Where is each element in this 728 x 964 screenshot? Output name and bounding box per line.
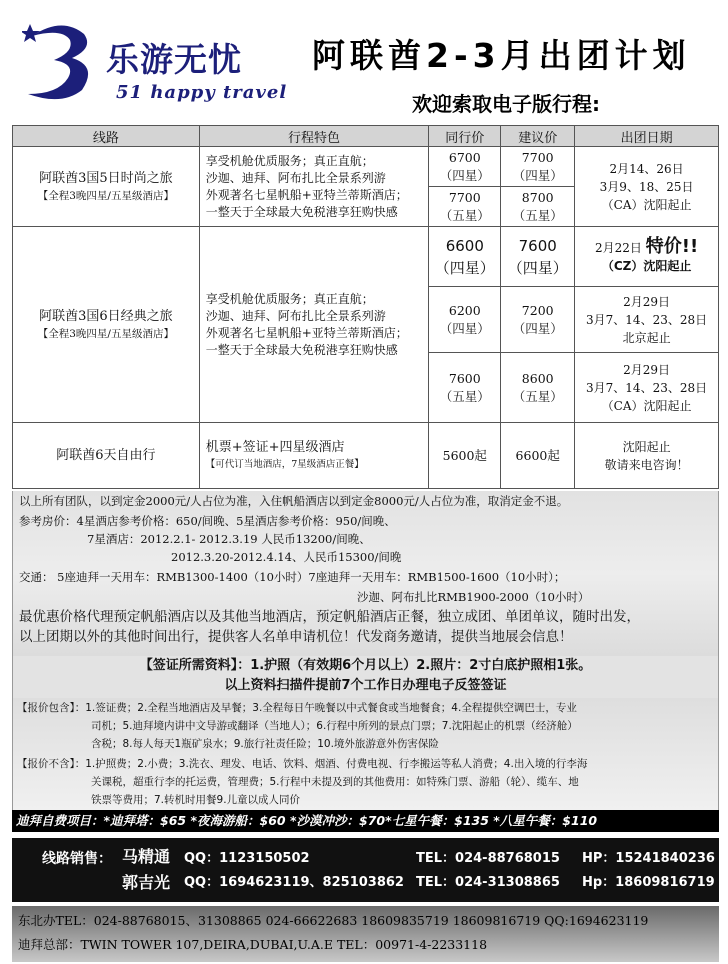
column-header: 同行价 bbox=[429, 126, 501, 147]
route-features bbox=[199, 423, 429, 489]
promo-line: 以上团期以外的其他时间出行，提供客人名单申请机位！代发商务邀请，提供当地展会信息！ bbox=[19, 629, 573, 645]
feature-line: 外观著名七星帆船+亚特兰蒂斯酒店； bbox=[205, 325, 408, 340]
sales-tel: TEL：024-31308865 bbox=[416, 875, 560, 890]
inclusion-line: 【报价包含】：1.签证费；2.全程当地酒店及早餐；3.全程每日午晚餐以中式餐食或当地餐食；4.全程提供空调巴士，专业 bbox=[17, 702, 577, 714]
departure-dates: 沈阳起止 敬请来电咨询！ bbox=[575, 423, 719, 489]
route-name: 阿联酋6天自由行 bbox=[13, 423, 200, 489]
feature-line: 享受机舱优质服务；真正直航； bbox=[205, 291, 374, 306]
feature-line: 【可代订当地酒店，7星级酒店正餐】 bbox=[205, 458, 364, 470]
feature-line: 机票+签证+四星级酒店 bbox=[205, 439, 345, 455]
sales-person-name: 郭吉光 bbox=[122, 873, 171, 892]
suggested-price: 7200 （四星） bbox=[501, 287, 575, 353]
suggested-price: 7600 （四星） bbox=[501, 227, 575, 287]
route-hotel-note: 【全程3晚四星/五星级酒店】 bbox=[37, 327, 174, 340]
sales-hp: Hp：18609816719 bbox=[582, 875, 715, 890]
column-header: 线路 bbox=[13, 126, 200, 147]
optional-items-bar: 迪拜自费项目：*迪拜塔：$65 *夜海游船：$60 *沙漠冲沙：$70*七星午餐：$135 *八星午餐：$110 bbox=[12, 810, 719, 832]
page-subtitle: 欢迎索取电子版行程: bbox=[412, 92, 600, 116]
deposit-note: 以上所有团队，以到定金2000元/人占位为准，入住帆船酒店以到定金8000元/人占位为准，取消定金不退。 bbox=[19, 494, 569, 508]
seven-star-price: 2012.3.20-2012.4.14、人民币15300/间晚 bbox=[171, 550, 402, 564]
sales-label: 线路销售： bbox=[42, 851, 112, 867]
inclusion-line: 含税；8.每人每天1瓶矿泉水；9.旅行社责任险；10.境外旅游意外伤害保险 bbox=[91, 738, 439, 750]
sales-qq: QQ：1123150502 bbox=[184, 851, 310, 866]
suggested-price: 7700 （四星） bbox=[501, 147, 575, 187]
itinerary-table bbox=[12, 125, 719, 489]
route-cell bbox=[13, 147, 200, 227]
special-offer-badge: 特价!! bbox=[645, 236, 699, 257]
footer-hq-address: 迪拜总部：TWIN TOWER 107,DEIRA,DUBAI,U.A.E TEL：00971-4-2233118 bbox=[18, 937, 488, 952]
departure-dates: 2月14、26日 3月9、18、25日 （CA）沈阳起止 bbox=[575, 147, 719, 227]
column-header: 出团日期 bbox=[575, 126, 719, 147]
route-features bbox=[199, 227, 429, 423]
peer-price: 6700 （四星） bbox=[429, 147, 501, 187]
transport-note: 交通： 5座迪拜一天用车：RMB1300-1400（10小时）7座迪拜一天用车：RMB1500-1600（10小时）； bbox=[19, 570, 566, 584]
peer-price: 7600 （五星） bbox=[429, 353, 501, 423]
route-cell bbox=[13, 227, 200, 423]
peer-price: 6200 （四星） bbox=[429, 287, 501, 353]
peer-price: 7700 （五星） bbox=[429, 187, 501, 227]
footer bbox=[12, 906, 719, 962]
table-row bbox=[13, 147, 719, 187]
departure-dates: 2月29日 3月7、14、23、28日 （CA）沈阳起止 bbox=[575, 353, 719, 423]
column-header: 建议价 bbox=[501, 126, 575, 147]
brand-name-en: 51 happy travel bbox=[116, 82, 288, 103]
peer-price: 6600 （四星） bbox=[429, 227, 501, 287]
column-header: 行程特色 bbox=[199, 126, 429, 147]
promo-line: 最优惠价格代理预定帆船酒店以及其他当地酒店，预定帆船酒店正餐，独立成团、单团单议，随时出发， bbox=[19, 609, 640, 625]
peer-price: 5600起 bbox=[429, 423, 501, 489]
suggested-price: 6600起 bbox=[501, 423, 575, 489]
departure-dates: 2月22日 特价!! （CZ）沈阳起止 bbox=[575, 227, 719, 287]
transport-note: 沙迦、阿布扎比RMB1900-2000（10小时） bbox=[357, 590, 590, 604]
feature-line: 外观著名七星帆船+亚特兰蒂斯酒店； bbox=[205, 187, 408, 202]
footer-office-contact: 东北办TEL：024-88768015、31308865 024-66622683 18609835719 18609816719 QQ:1694623119 bbox=[18, 913, 649, 928]
feature-line: 沙迦、迪拜、阿布扎比全景系列游 bbox=[205, 170, 386, 185]
reference-price: 参考房价：4星酒店参考价格：650/间晚、5星酒店参考价格：950/间晚、 bbox=[19, 514, 396, 528]
feature-line: 一整天于全球最大免税港享狂购快感 bbox=[205, 342, 398, 357]
exclusion-line: 关课税，超重行李的托运费，管理费；5.行程中未提及到的其他费用：如特殊门票、游船（轮）、缆车、地 bbox=[91, 776, 579, 788]
sales-hp: HP：15241840236 bbox=[582, 851, 715, 866]
visa-line: 【签证所需资料】：1.护照（有效期6个月以上）2.照片：2寸白底护照相1张。 bbox=[139, 658, 592, 673]
brand-name-cn: 乐游无忧 bbox=[106, 40, 242, 79]
feature-line: 沙迦、迪拜、阿布扎比全景系列游 bbox=[205, 308, 386, 323]
feature-line: 享受机舱优质服务；真正直航； bbox=[205, 153, 374, 168]
page-title: 阿联酋2-3月出团计划 bbox=[312, 36, 691, 75]
sales-person-name: 马精通 bbox=[122, 847, 171, 866]
price-inclusions bbox=[12, 698, 719, 810]
sales-qq: QQ：1694623119、825103862 bbox=[184, 875, 404, 890]
logo bbox=[8, 8, 304, 114]
route-name: 阿联酋3国5日时尚之旅 bbox=[39, 170, 173, 186]
suggested-price: 8700 （五星） bbox=[501, 187, 575, 227]
seven-star-price: 7星酒店：2012.2.1- 2012.3.19 人民币13200/间晚、 bbox=[87, 532, 371, 546]
visa-line: 以上资料扫描件提前7个工作日办理电子反签签证 bbox=[224, 678, 507, 693]
departure-dates: 2月29日 3月7、14、23、28日 北京起止 bbox=[575, 287, 719, 353]
suggested-price: 8600 （五星） bbox=[501, 353, 575, 423]
exclusion-line: 【报价不含】：1.护照费；2.小费；3.洗衣、理发、电话、饮料、烟酒、付费电视、行李搬运等私人消费；4.出入境的行李海 bbox=[17, 758, 588, 770]
sales-tel: TEL：024-88768015 bbox=[416, 851, 560, 866]
feature-line: 一整天于全球最大免税港享狂购快感 bbox=[205, 204, 398, 219]
route-hotel-note: 【全程3晚四星/五星级酒店】 bbox=[37, 189, 174, 202]
route-features bbox=[199, 147, 429, 227]
table-header-row bbox=[13, 126, 719, 147]
logo-swoosh-icon bbox=[22, 14, 102, 104]
exclusion-line: 铁票等费用；7.转机时用餐9.儿童以成人同价 bbox=[91, 794, 301, 806]
visa-requirements bbox=[12, 656, 719, 698]
table-row bbox=[13, 423, 719, 489]
notes-section bbox=[12, 491, 719, 656]
header bbox=[0, 0, 728, 126]
sales-contacts bbox=[12, 838, 719, 902]
inclusion-line: 司机；5.迪拜境内讲中文导游或翻译（当地人）；6.行程中所列的景点门票；7.沈阳起止的机票（经济舱） bbox=[91, 720, 578, 732]
route-name: 阿联酋3国6日经典之旅 bbox=[39, 308, 173, 324]
table-row bbox=[13, 227, 719, 287]
